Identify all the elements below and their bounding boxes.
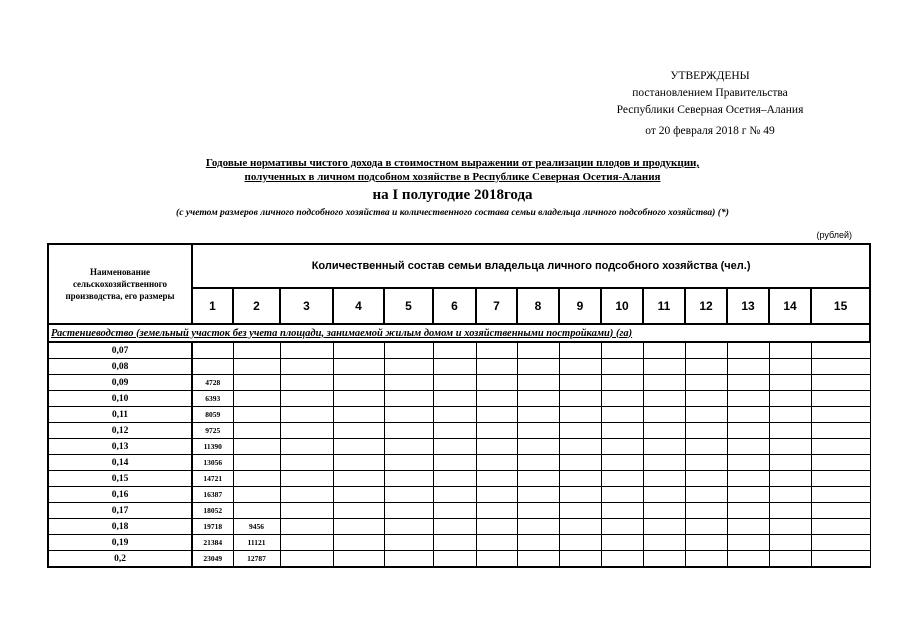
table-cell (727, 455, 769, 471)
table-cell (559, 439, 601, 455)
table-cell (685, 551, 727, 568)
column-number-header: 8 (517, 288, 559, 324)
approval-block (560, 68, 860, 140)
table-cell (384, 359, 433, 375)
table-cell (384, 342, 433, 359)
table-cell (643, 407, 685, 423)
table-cell (769, 487, 811, 503)
table-cell (384, 423, 433, 439)
table-cell (280, 551, 333, 568)
table-cell (517, 535, 559, 551)
table-cell (333, 551, 384, 568)
row-size-label: 0,08 (48, 359, 192, 375)
table-cell (727, 519, 769, 535)
table-cell (333, 503, 384, 519)
table-cell (384, 455, 433, 471)
column-number-header: 5 (384, 288, 433, 324)
column-number-header: 6 (433, 288, 476, 324)
table-cell (601, 375, 643, 391)
table-cell (384, 375, 433, 391)
row-size-label: 0,07 (48, 342, 192, 359)
table-cell (601, 487, 643, 503)
table-cell (811, 359, 870, 375)
table-cell (601, 519, 643, 535)
table-cell (476, 487, 517, 503)
table-cell (811, 375, 870, 391)
table-cell (333, 519, 384, 535)
table-body (48, 324, 870, 567)
table-cell (517, 455, 559, 471)
section-heading: Растениеводство (земельный участок без учета площади, занимаемой жилым домом и хозяйственными постройками) (га) (48, 324, 870, 342)
column-number-header: 12 (685, 288, 727, 324)
table-cell (333, 439, 384, 455)
table-row (48, 519, 870, 535)
document-title-line-2: полученных в личном подсобном хозяйстве в Республике Северная Осетия-Алания (244, 171, 661, 183)
table-cell (476, 407, 517, 423)
table-cell (727, 342, 769, 359)
row-size-label: 0,19 (48, 535, 192, 551)
table-cell (559, 455, 601, 471)
table-cell (685, 535, 727, 551)
table-cell (233, 375, 280, 391)
table-cell (685, 423, 727, 439)
table-cell (433, 375, 476, 391)
column-number-header: 11 (643, 288, 685, 324)
table-cell: 11121 (233, 535, 280, 551)
row-size-label: 0,14 (48, 455, 192, 471)
table-cell (769, 423, 811, 439)
table-cell (476, 439, 517, 455)
document-title-block (0, 156, 905, 219)
table-cell (769, 359, 811, 375)
table-cell (517, 503, 559, 519)
table-cell (769, 471, 811, 487)
table-cell (811, 471, 870, 487)
table-cell (727, 439, 769, 455)
document-period: на I полугодие 2018года (372, 187, 533, 203)
table-cell (643, 439, 685, 455)
table-row (48, 407, 870, 423)
table-cell (476, 455, 517, 471)
table-cell (476, 471, 517, 487)
table-cell (559, 535, 601, 551)
document-subtitle: (с учетом размеров личного подсобного хозяйства и количественного состава семьи владельца личного подсобного хозяйства) (*) (176, 207, 729, 218)
table-cell (727, 359, 769, 375)
table-cell: 18052 (192, 503, 233, 519)
table-cell (811, 487, 870, 503)
row-size-label: 0,15 (48, 471, 192, 487)
table-cell (333, 455, 384, 471)
table-cell: 21384 (192, 535, 233, 551)
table-cell (384, 471, 433, 487)
table-cell (727, 471, 769, 487)
table-cell (643, 551, 685, 568)
table-cell (384, 535, 433, 551)
table-cell (233, 391, 280, 407)
table-cell (476, 551, 517, 568)
table-cell (727, 407, 769, 423)
table-cell (333, 359, 384, 375)
table-cell (811, 342, 870, 359)
table-cell: 9456 (233, 519, 280, 535)
table-row (48, 391, 870, 407)
table-cell (433, 423, 476, 439)
table-row (48, 423, 870, 439)
table-cell: 14721 (192, 471, 233, 487)
table-row (48, 439, 870, 455)
table-cell (384, 391, 433, 407)
document-title-line-1: Годовые нормативы чистого дохода в стоимостном выражении от реализации плодов и продукции, (205, 157, 700, 169)
table-row (48, 359, 870, 375)
table-cell (280, 391, 333, 407)
table-cell (601, 359, 643, 375)
column-number-header: 13 (727, 288, 769, 324)
table-cell (643, 342, 685, 359)
table-cell (685, 503, 727, 519)
table-cell (727, 375, 769, 391)
table-cell (769, 342, 811, 359)
table-cell (280, 342, 333, 359)
table-cell (559, 471, 601, 487)
table-cell (559, 359, 601, 375)
table-row (48, 535, 870, 551)
table-cell (769, 535, 811, 551)
table-cell (517, 407, 559, 423)
column-number-header: 2 (233, 288, 280, 324)
column-number-header: 4 (333, 288, 384, 324)
table-cell: 6393 (192, 391, 233, 407)
table-cell (280, 503, 333, 519)
table-cell (601, 391, 643, 407)
table-cell (233, 407, 280, 423)
table-cell (384, 503, 433, 519)
approval-date: от 20 февраля 2018 г № 49 (645, 125, 775, 137)
row-size-label: 0,10 (48, 391, 192, 407)
table-cell (517, 551, 559, 568)
table-cell (384, 551, 433, 568)
table-cell (811, 423, 870, 439)
table-cell (333, 423, 384, 439)
table-cell (384, 519, 433, 535)
row-size-label: 0,11 (48, 407, 192, 423)
table-cell (280, 439, 333, 455)
table-cell (601, 423, 643, 439)
table-row (48, 503, 870, 519)
table-cell (769, 391, 811, 407)
norms-table (47, 243, 871, 568)
table-cell (643, 423, 685, 439)
table-cell (233, 359, 280, 375)
row-size-label: 0,16 (48, 487, 192, 503)
table-cell (643, 519, 685, 535)
table-cell (433, 455, 476, 471)
table-cell (233, 487, 280, 503)
table-cell (233, 455, 280, 471)
table-cell (727, 503, 769, 519)
table-cell: 8059 (192, 407, 233, 423)
table-cell (559, 551, 601, 568)
row-size-label: 0,17 (48, 503, 192, 519)
table-cell (433, 551, 476, 568)
table-cell (384, 407, 433, 423)
table-cell (685, 391, 727, 407)
table-row (48, 375, 870, 391)
table-cell (433, 471, 476, 487)
table-cell (643, 487, 685, 503)
table-cell (559, 503, 601, 519)
units-label: (рублей) (816, 230, 852, 240)
column-number-header: 7 (476, 288, 517, 324)
table-cell (476, 359, 517, 375)
column-number-header: 15 (811, 288, 870, 324)
table-cell (643, 391, 685, 407)
table-cell (811, 391, 870, 407)
table-cell (476, 342, 517, 359)
table-cell (643, 359, 685, 375)
table-cell (643, 471, 685, 487)
table-cell (433, 407, 476, 423)
table-cell (233, 423, 280, 439)
table-cell (517, 423, 559, 439)
table-cell (601, 551, 643, 568)
row-size-label: 0,12 (48, 423, 192, 439)
table-cell (384, 487, 433, 503)
table-cell (685, 487, 727, 503)
table-cell (433, 359, 476, 375)
row-size-label: 0,13 (48, 439, 192, 455)
table-cell (280, 487, 333, 503)
table-cell (685, 342, 727, 359)
table-cell (333, 391, 384, 407)
table-cell (433, 487, 476, 503)
table-cell (685, 439, 727, 455)
table-cell: 13056 (192, 455, 233, 471)
approval-republic: Республики Северная Осетия–Алания (616, 104, 804, 116)
table-cell: 19718 (192, 519, 233, 535)
table-cell (811, 551, 870, 568)
column-number-header: 9 (559, 288, 601, 324)
table-cell (811, 519, 870, 535)
column-number-header: 3 (280, 288, 333, 324)
table-cell (601, 407, 643, 423)
approval-resolution: постановлением Правительства (632, 87, 788, 99)
table-cell (685, 471, 727, 487)
column-number-header: 14 (769, 288, 811, 324)
table-cell (601, 342, 643, 359)
table-cell (769, 519, 811, 535)
table-cell: 11390 (192, 439, 233, 455)
table-cell (476, 535, 517, 551)
table-cell (517, 391, 559, 407)
table-cell (601, 455, 643, 471)
table-cell (433, 439, 476, 455)
table-cell (811, 535, 870, 551)
table-cell (601, 535, 643, 551)
table-cell (433, 519, 476, 535)
table-cell (517, 439, 559, 455)
table-cell (727, 551, 769, 568)
table-cell (769, 503, 811, 519)
table-cell (559, 519, 601, 535)
table-cell (192, 342, 233, 359)
table-cell (643, 503, 685, 519)
table-cell (280, 519, 333, 535)
table-cell (559, 423, 601, 439)
table-cell (811, 439, 870, 455)
table-cell (476, 391, 517, 407)
table-cell (433, 342, 476, 359)
table-cell (769, 375, 811, 391)
table-cell (601, 471, 643, 487)
table-cell (517, 375, 559, 391)
table-row (48, 455, 870, 471)
table-cell (727, 391, 769, 407)
column-number-header: 1 (192, 288, 233, 324)
table-cell (233, 471, 280, 487)
table-cell: 23049 (192, 551, 233, 568)
table-cell (811, 407, 870, 423)
table-cell (685, 519, 727, 535)
table-cell (601, 439, 643, 455)
table-cell (192, 359, 233, 375)
table-cell: 12787 (233, 551, 280, 568)
table-cell (601, 503, 643, 519)
name-column-header: Наименование сельскохозяйственного производства, его размеры (48, 244, 192, 324)
table-row (48, 551, 870, 568)
table-cell (727, 423, 769, 439)
table-cell (280, 423, 333, 439)
table-cell (769, 407, 811, 423)
table-cell (433, 391, 476, 407)
approval-heading: УТВЕРЖДЕНЫ (670, 70, 750, 82)
table-cell (559, 391, 601, 407)
row-size-label: 0,09 (48, 375, 192, 391)
table-cell (517, 519, 559, 535)
table-cell (811, 503, 870, 519)
table-cell (233, 503, 280, 519)
table-cell (811, 455, 870, 471)
table-cell (559, 375, 601, 391)
table-cell (280, 471, 333, 487)
table-cell (685, 375, 727, 391)
table-cell: 9725 (192, 423, 233, 439)
table-cell (559, 342, 601, 359)
column-number-header: 10 (601, 288, 643, 324)
table-cell (233, 439, 280, 455)
family-size-header: Количественный состав семьи владельца личного подсобного хозяйства (чел.) (192, 244, 870, 288)
table-cell (769, 439, 811, 455)
table-cell (433, 503, 476, 519)
table-cell (333, 471, 384, 487)
table-cell (333, 407, 384, 423)
table-cell: 16387 (192, 487, 233, 503)
table-cell (476, 519, 517, 535)
table-cell (233, 342, 280, 359)
table-cell (517, 471, 559, 487)
table-cell (280, 375, 333, 391)
table-cell (333, 342, 384, 359)
row-size-label: 0,2 (48, 551, 192, 568)
table-cell (727, 535, 769, 551)
table-cell (643, 535, 685, 551)
table-row (48, 342, 870, 359)
table-cell (517, 487, 559, 503)
table-cell (559, 407, 601, 423)
table-cell (476, 423, 517, 439)
table-cell (476, 503, 517, 519)
table-cell (769, 455, 811, 471)
table-cell (280, 455, 333, 471)
table-cell (384, 439, 433, 455)
table-cell (517, 359, 559, 375)
table-cell (769, 551, 811, 568)
table-cell (643, 455, 685, 471)
table-cell (280, 535, 333, 551)
table-cell (643, 375, 685, 391)
table-cell (559, 487, 601, 503)
table-row (48, 471, 870, 487)
table-cell (333, 535, 384, 551)
table-cell (685, 407, 727, 423)
table-cell (433, 535, 476, 551)
table-cell (333, 375, 384, 391)
table-cell (727, 487, 769, 503)
table-cell (517, 342, 559, 359)
row-size-label: 0,18 (48, 519, 192, 535)
table-cell (280, 407, 333, 423)
table-cell (685, 359, 727, 375)
table-cell (280, 359, 333, 375)
table-cell: 4728 (192, 375, 233, 391)
table-cell (685, 455, 727, 471)
table-cell (333, 487, 384, 503)
table-row (48, 487, 870, 503)
table-cell (476, 375, 517, 391)
